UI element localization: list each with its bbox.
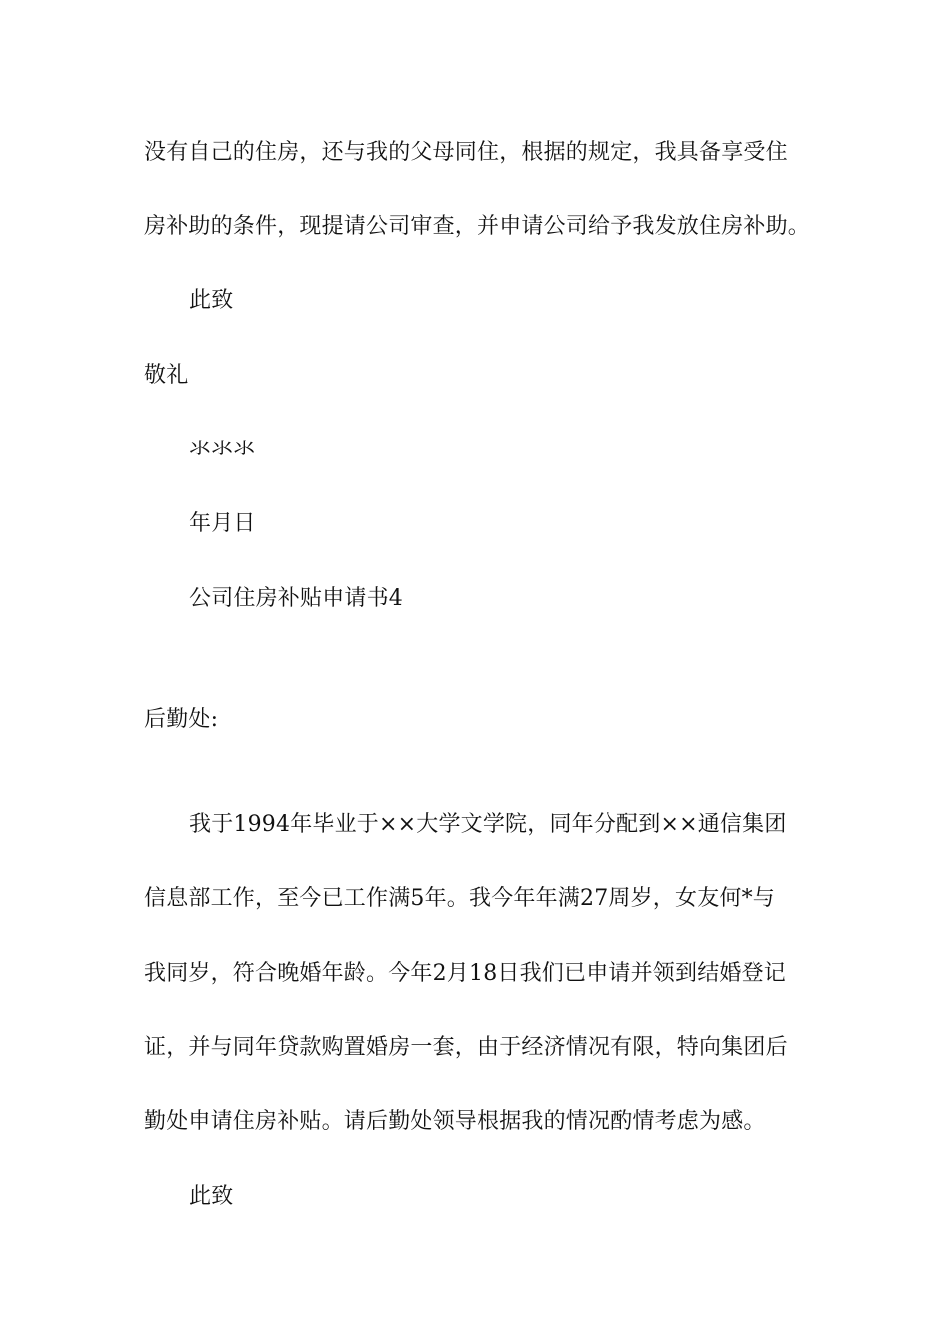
- body-text-line: 我于1994年毕业于××大学文学院，同年分配到××通信集团: [189, 812, 787, 837]
- closing-salutation: 此致: [189, 1184, 234, 1209]
- body-text-line: 没有自己的住房，还与我的父母同住，根据的规定，我具备享受住: [144, 140, 788, 165]
- recipient: 后勤处:: [144, 707, 219, 732]
- signature: 氺氺氺: [189, 437, 256, 462]
- body-text-line: 证，并与同年贷款购置婚房一套，由于经济情况有限，特向集团后: [144, 1035, 788, 1060]
- date-line: 年月日: [189, 511, 256, 536]
- body-text-line: 勤处申请住房补贴。请后勤处领导根据我的情况酌情考虑为感。: [144, 1109, 766, 1134]
- closing-regards: 敬礼: [144, 363, 189, 388]
- section-title: 公司住房补贴申请书4: [189, 586, 403, 611]
- closing-salutation: 此致: [189, 288, 234, 313]
- body-text-line: 我同岁，符合晚婚年龄。今年2月18日我们已申请并领到结婚登记: [144, 961, 786, 986]
- body-text-line: 房补助的条件，现提请公司审查，并申请公司给予我发放住房补助。: [144, 214, 811, 239]
- body-text-line: 信息部工作，至今已工作满5年。我今年年满27周岁，女友何*与: [144, 886, 775, 911]
